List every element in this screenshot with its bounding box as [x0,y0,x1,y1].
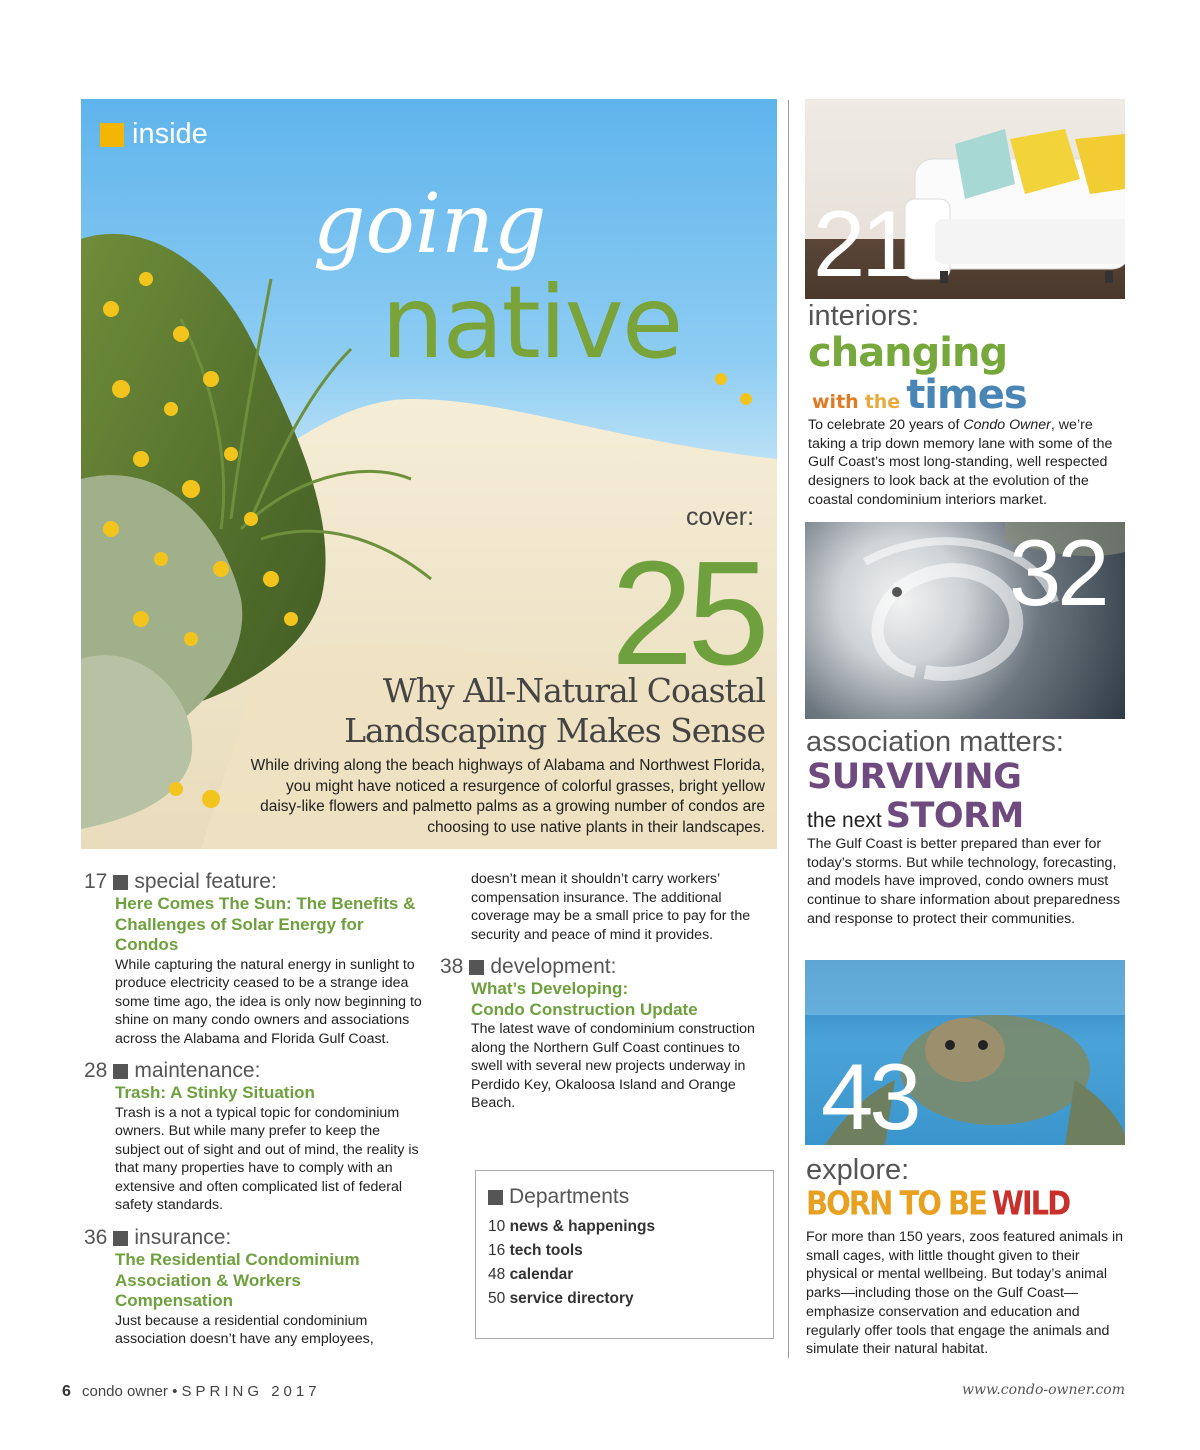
association-summary: The Gulf Coast is better prepared than ever for today’s storms. But while technology, forecasting, and models have improved, condo owners must continue to share information about preparedness and response to protect their communities. [807,836,1121,927]
website-url[interactable]: www.condo-owner.com [961,1382,1125,1398]
section-maintenance [84,1059,424,1215]
article-title-line1[interactable]: What’s Developing: [471,979,629,998]
departments-title: Departments [509,1185,630,1208]
square-bullet-icon [469,960,484,975]
article-title[interactable]: Trash: A Stinky Situation [115,1083,315,1102]
cover-hero [81,99,777,849]
cover-story-title [344,671,765,751]
department-name: tech tools [509,1242,583,1259]
interiors-label: interiors: [808,300,920,332]
article-title[interactable]: Here Comes The Sun: The Benefits & Challenges of Solar Energy for Condos [115,894,416,954]
department-item[interactable] [488,1239,773,1263]
article-summary: Just because a residential condominium association doesn’t have any employees, [115,1312,374,1348]
section-label: maintenance: [134,1059,261,1082]
magazine-name: Condo Owner [963,417,1051,433]
headline-native: native [381,264,682,381]
article-summary: While capturing the natural energy in sunlight to produce electricity ceased to be a strange idea some time ago, the idea is only now beginning to shine on many condo owners and associations across the Alabama and Florida Gulf Coast. [115,956,422,1047]
interiors-page-number: 21 [813,191,910,296]
cover-page-number: 25 [611,531,764,696]
explore-summary: For more than 150 years, zoos featured animals in small cages, with little thought given to their physical or mental wellbeing. But today’s animal parks—including those on the Gulf Coast—emphasize conservation and education and regularly offer tools that engage the animals and simulate their natural habitat. [806,1229,1124,1358]
explore-label: explore: [806,1154,910,1186]
page-number: 17 [84,870,108,893]
magazine-name: condo owner [82,1383,168,1400]
bullet-separator: • [172,1383,178,1400]
article-summary: The latest wave of condominium construction along the Northern Gulf Coast continues to swell with several new projects underway in Perdido Key, Okaloosa Island and Orange Beach. [471,1021,755,1112]
cover-story-description: While driving along the beach highways of Alabama and Northwest Florida, you might have noticed a resurgence of colorful grasses, bright yellow daisy-like flowers and palmetto palms as a growing number of condos are choosing to use native plants in their landscapes. [250,757,765,836]
section-label: development: [490,955,617,978]
department-name: calendar [509,1266,574,1283]
departments-heading [488,1185,773,1209]
department-item[interactable] [488,1215,773,1239]
departments-list [488,1215,773,1311]
headline-going: going [313,177,547,272]
cover-label: cover: [686,503,755,531]
association-page-number: 32 [1009,522,1106,625]
summary-text: , we’re taking a trip down memory lane with some of the Gulf Coast’s most long-standing, well respected designers to look back at the evolution of the coastal condominium interiors market. [808,417,1113,508]
department-page: 10 [488,1218,506,1235]
page-number: 28 [84,1059,108,1082]
headline-storm: STORM [885,796,1024,836]
section-header [84,1226,424,1250]
headline-the-next: the next [807,809,882,832]
inside-label: inside [132,118,208,150]
folio-page-number: 6 [62,1383,71,1400]
square-bullet-icon [113,875,128,890]
page-number: 36 [84,1226,108,1249]
interiors-summary [808,416,1126,510]
section-special-feature [84,870,424,1048]
inside-tag [100,118,208,151]
section-header [84,1059,424,1083]
headline-changing: changing [808,330,1008,376]
issue-season: SPRING 2017 [181,1383,321,1400]
yellow-square-icon [100,123,124,147]
folio-magazine [82,1383,321,1400]
interiors-headline [808,330,1128,418]
interiors-image [805,99,1125,299]
cover-title-line1: Why All-Natural Coastal [382,671,765,710]
section-header [84,870,424,894]
section-label: special feature: [134,870,277,893]
page-number: 38 [440,955,464,978]
article-title-line2[interactable]: Condo Construction Update [471,999,698,1019]
section-header [440,955,775,979]
section-label: insurance: [134,1226,232,1249]
article-title[interactable]: The Residential Condominium Association & Workers Compensation [115,1250,360,1310]
department-name: news & happenings [509,1218,656,1235]
department-item[interactable] [488,1263,773,1287]
headline-times: times [906,372,1027,418]
hurricane-image [805,522,1125,719]
headline-born-to-be: BORN TO BE [806,1183,986,1223]
department-page: 48 [488,1266,506,1283]
summary-text: To celebrate 20 years of [808,417,964,433]
square-bullet-icon [488,1190,503,1205]
headline-surviving: SURVIVING [807,757,1022,797]
cover-title-line2: Landscaping Makes Sense [344,711,765,750]
square-bullet-icon [113,1064,128,1079]
department-item[interactable] [488,1287,773,1311]
association-headline [807,758,1127,836]
headline-wild: WILD [991,1183,1070,1223]
departments-box [475,1170,774,1339]
section-insurance [84,1226,424,1349]
insurance-summary-continued: doesn’t mean it shouldn’t carry workers’ compensation insurance. The additional coverage may be a small price to pay for the security and peace of mind it provides. [471,871,751,943]
department-page: 50 [488,1290,506,1307]
sea-turtle-image [805,960,1125,1145]
explore-headline [806,1183,1070,1223]
column-divider [788,100,789,1358]
department-page: 16 [488,1242,506,1259]
headline-the: the [864,391,901,413]
article-summary: Trash is a not a typical topic for condominium owners. But while many prefer to keep the subject out of sight and out of mind, the reality is that many properties have to comply with an extensive and often complicated list of federal safety standards. [115,1104,419,1214]
headline-with: with [812,391,859,413]
section-development [440,955,775,1113]
square-bullet-icon [113,1231,128,1246]
department-name: service directory [509,1290,634,1307]
association-label: association matters: [806,726,1064,758]
explore-page-number: 43 [821,1044,918,1145]
